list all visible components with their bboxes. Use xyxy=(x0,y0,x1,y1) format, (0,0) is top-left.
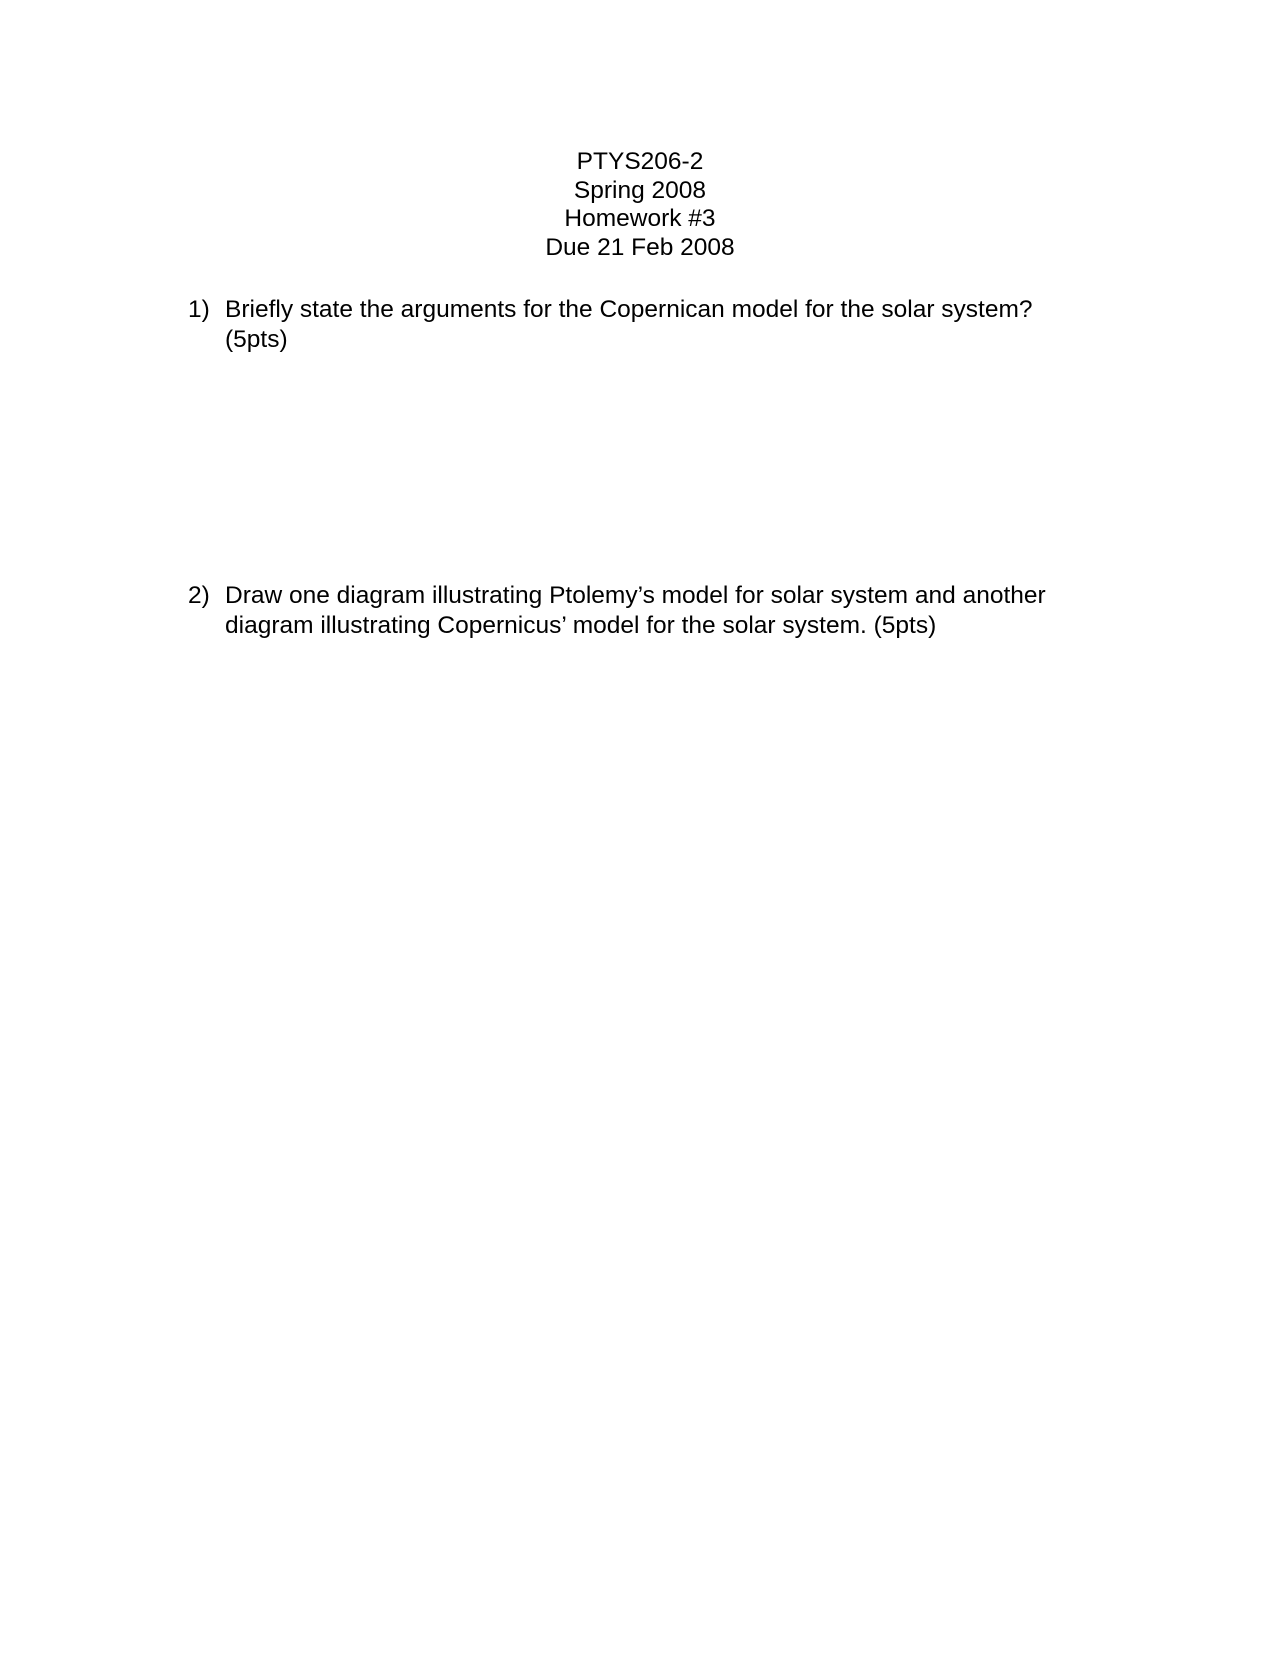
question-line: Briefly state the arguments for the Copernican model for the solar system? xyxy=(225,296,1033,323)
question-text xyxy=(225,581,1088,640)
question-line: (5pts) xyxy=(225,325,288,353)
document-header xyxy=(0,148,1280,263)
question-number: 1) xyxy=(188,296,210,323)
question-number: 2) xyxy=(188,582,210,609)
course-code: PTYS206-2 xyxy=(576,148,704,175)
question-1 xyxy=(188,295,1088,354)
question-line: diagram illustrating Copernicus’ model for the solar system. (5pts) xyxy=(225,611,937,639)
term: Spring 2008 xyxy=(573,176,707,204)
due-date: Due 21 Feb 2008 xyxy=(545,234,735,262)
assignment-title: Homework #3 xyxy=(564,205,716,233)
question-text xyxy=(225,295,1088,354)
question-line: Draw one diagram illustrating Ptolemy’s model for solar system and another xyxy=(225,582,1046,609)
question-2 xyxy=(188,581,1088,640)
